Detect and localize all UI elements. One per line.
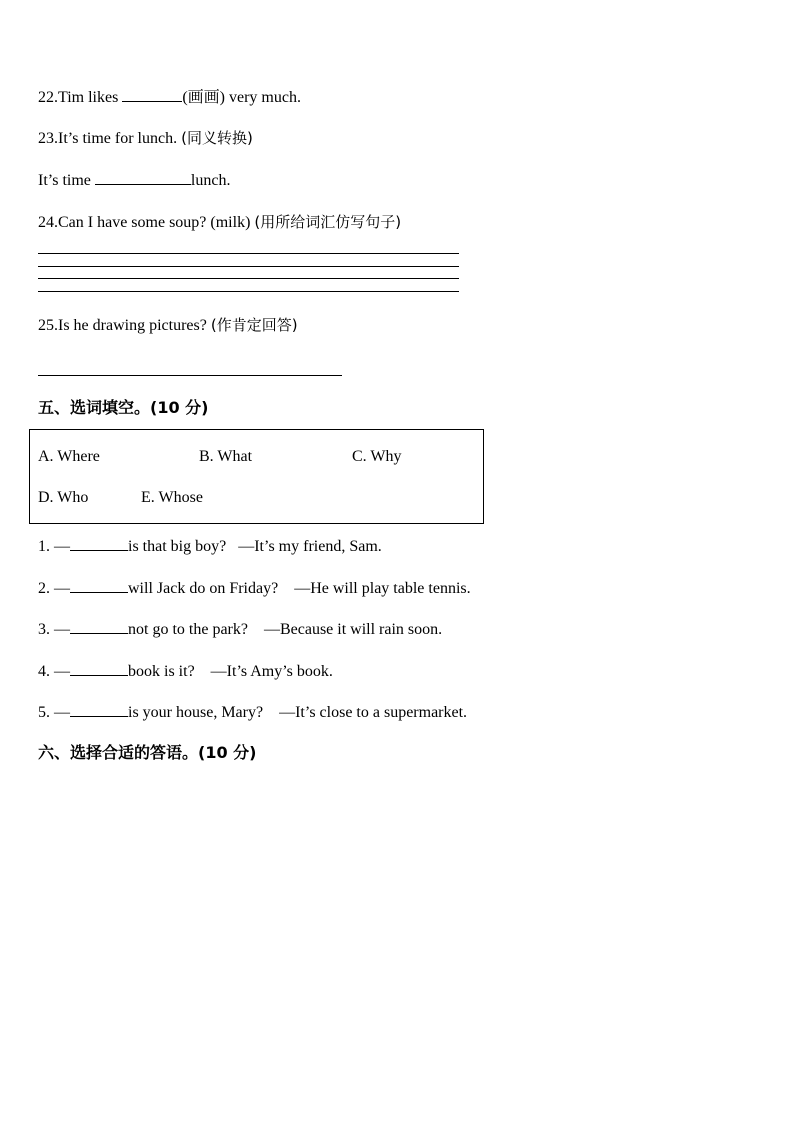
answer-line-3[interactable] [38,278,459,279]
question-number: 23. [38,130,58,147]
answer-blank[interactable] [70,702,128,717]
answer-prefix: It’s time [38,172,95,189]
word-option-c: C. Why [352,448,402,465]
item-answer: —It’s my friend, Sam. [238,538,382,555]
question-hint: (用所给词汇仿写句子) [254,213,402,231]
question-22 [38,87,301,108]
question-text: Can I have some soup? (milk) [58,214,255,231]
question-hint: (同义转换) [181,129,253,147]
question-hint: (作肯定回答) [210,316,298,334]
section-6-title: 六、选择合适的答语。(10 分) [38,743,257,762]
answer-blank[interactable] [70,536,128,551]
fill-item-1 [38,536,382,557]
answer-blank[interactable] [70,661,128,676]
answer-line-4[interactable] [38,291,459,292]
item-number: 5. — [38,704,70,721]
item-answer: —Because it will rain soon. [263,621,443,638]
answer-line[interactable] [38,375,342,376]
word-bank-box [29,429,484,524]
fill-item-2 [38,578,471,599]
item-question: will Jack do on Friday? [128,580,279,597]
item-question: not go to the park? [128,621,248,638]
question-text: Tim likes [58,89,123,106]
word-option-d: D. Who [38,489,89,506]
item-number: 3. — [38,621,70,638]
answer-blank[interactable] [122,87,182,102]
item-number: 2. — [38,580,70,597]
question-text-after: (画画) very much. [182,89,301,106]
question-23 [38,128,253,149]
question-number: 24. [38,214,58,231]
word-option-e: E. Whose [141,489,203,506]
item-question: is that big boy? [128,538,227,555]
section-5-title: 五、选词填空。(10 分) [38,398,209,417]
item-question: is your house, Mary? [128,704,264,721]
item-answer: —He will play table tennis. [294,580,471,597]
question-24 [38,212,401,233]
fill-item-4 [38,661,333,682]
word-option-a: A. Where [38,448,100,465]
question-number: 22. [38,89,58,106]
fill-item-3 [38,619,442,640]
item-number: 4. — [38,663,70,680]
fill-item-5 [38,702,467,723]
item-answer: —It’s close to a supermarket. [279,704,468,721]
question-25 [38,315,298,336]
answer-line-2[interactable] [38,266,459,267]
question-23-answer-line [38,170,230,191]
answer-blank[interactable] [70,578,128,593]
word-option-b: B. What [199,448,253,465]
answer-blank[interactable] [70,619,128,634]
question-number: 25. [38,317,58,334]
answer-blank[interactable] [95,170,191,185]
question-text: It’s time for lunch. [58,130,182,147]
item-number: 1. — [38,538,70,555]
item-answer: —It’s Amy’s book. [210,663,333,680]
answer-suffix: lunch. [190,172,231,189]
answer-line-1[interactable] [38,253,459,254]
question-text: Is he drawing pictures? [58,317,211,334]
item-question: book is it? [128,663,195,680]
